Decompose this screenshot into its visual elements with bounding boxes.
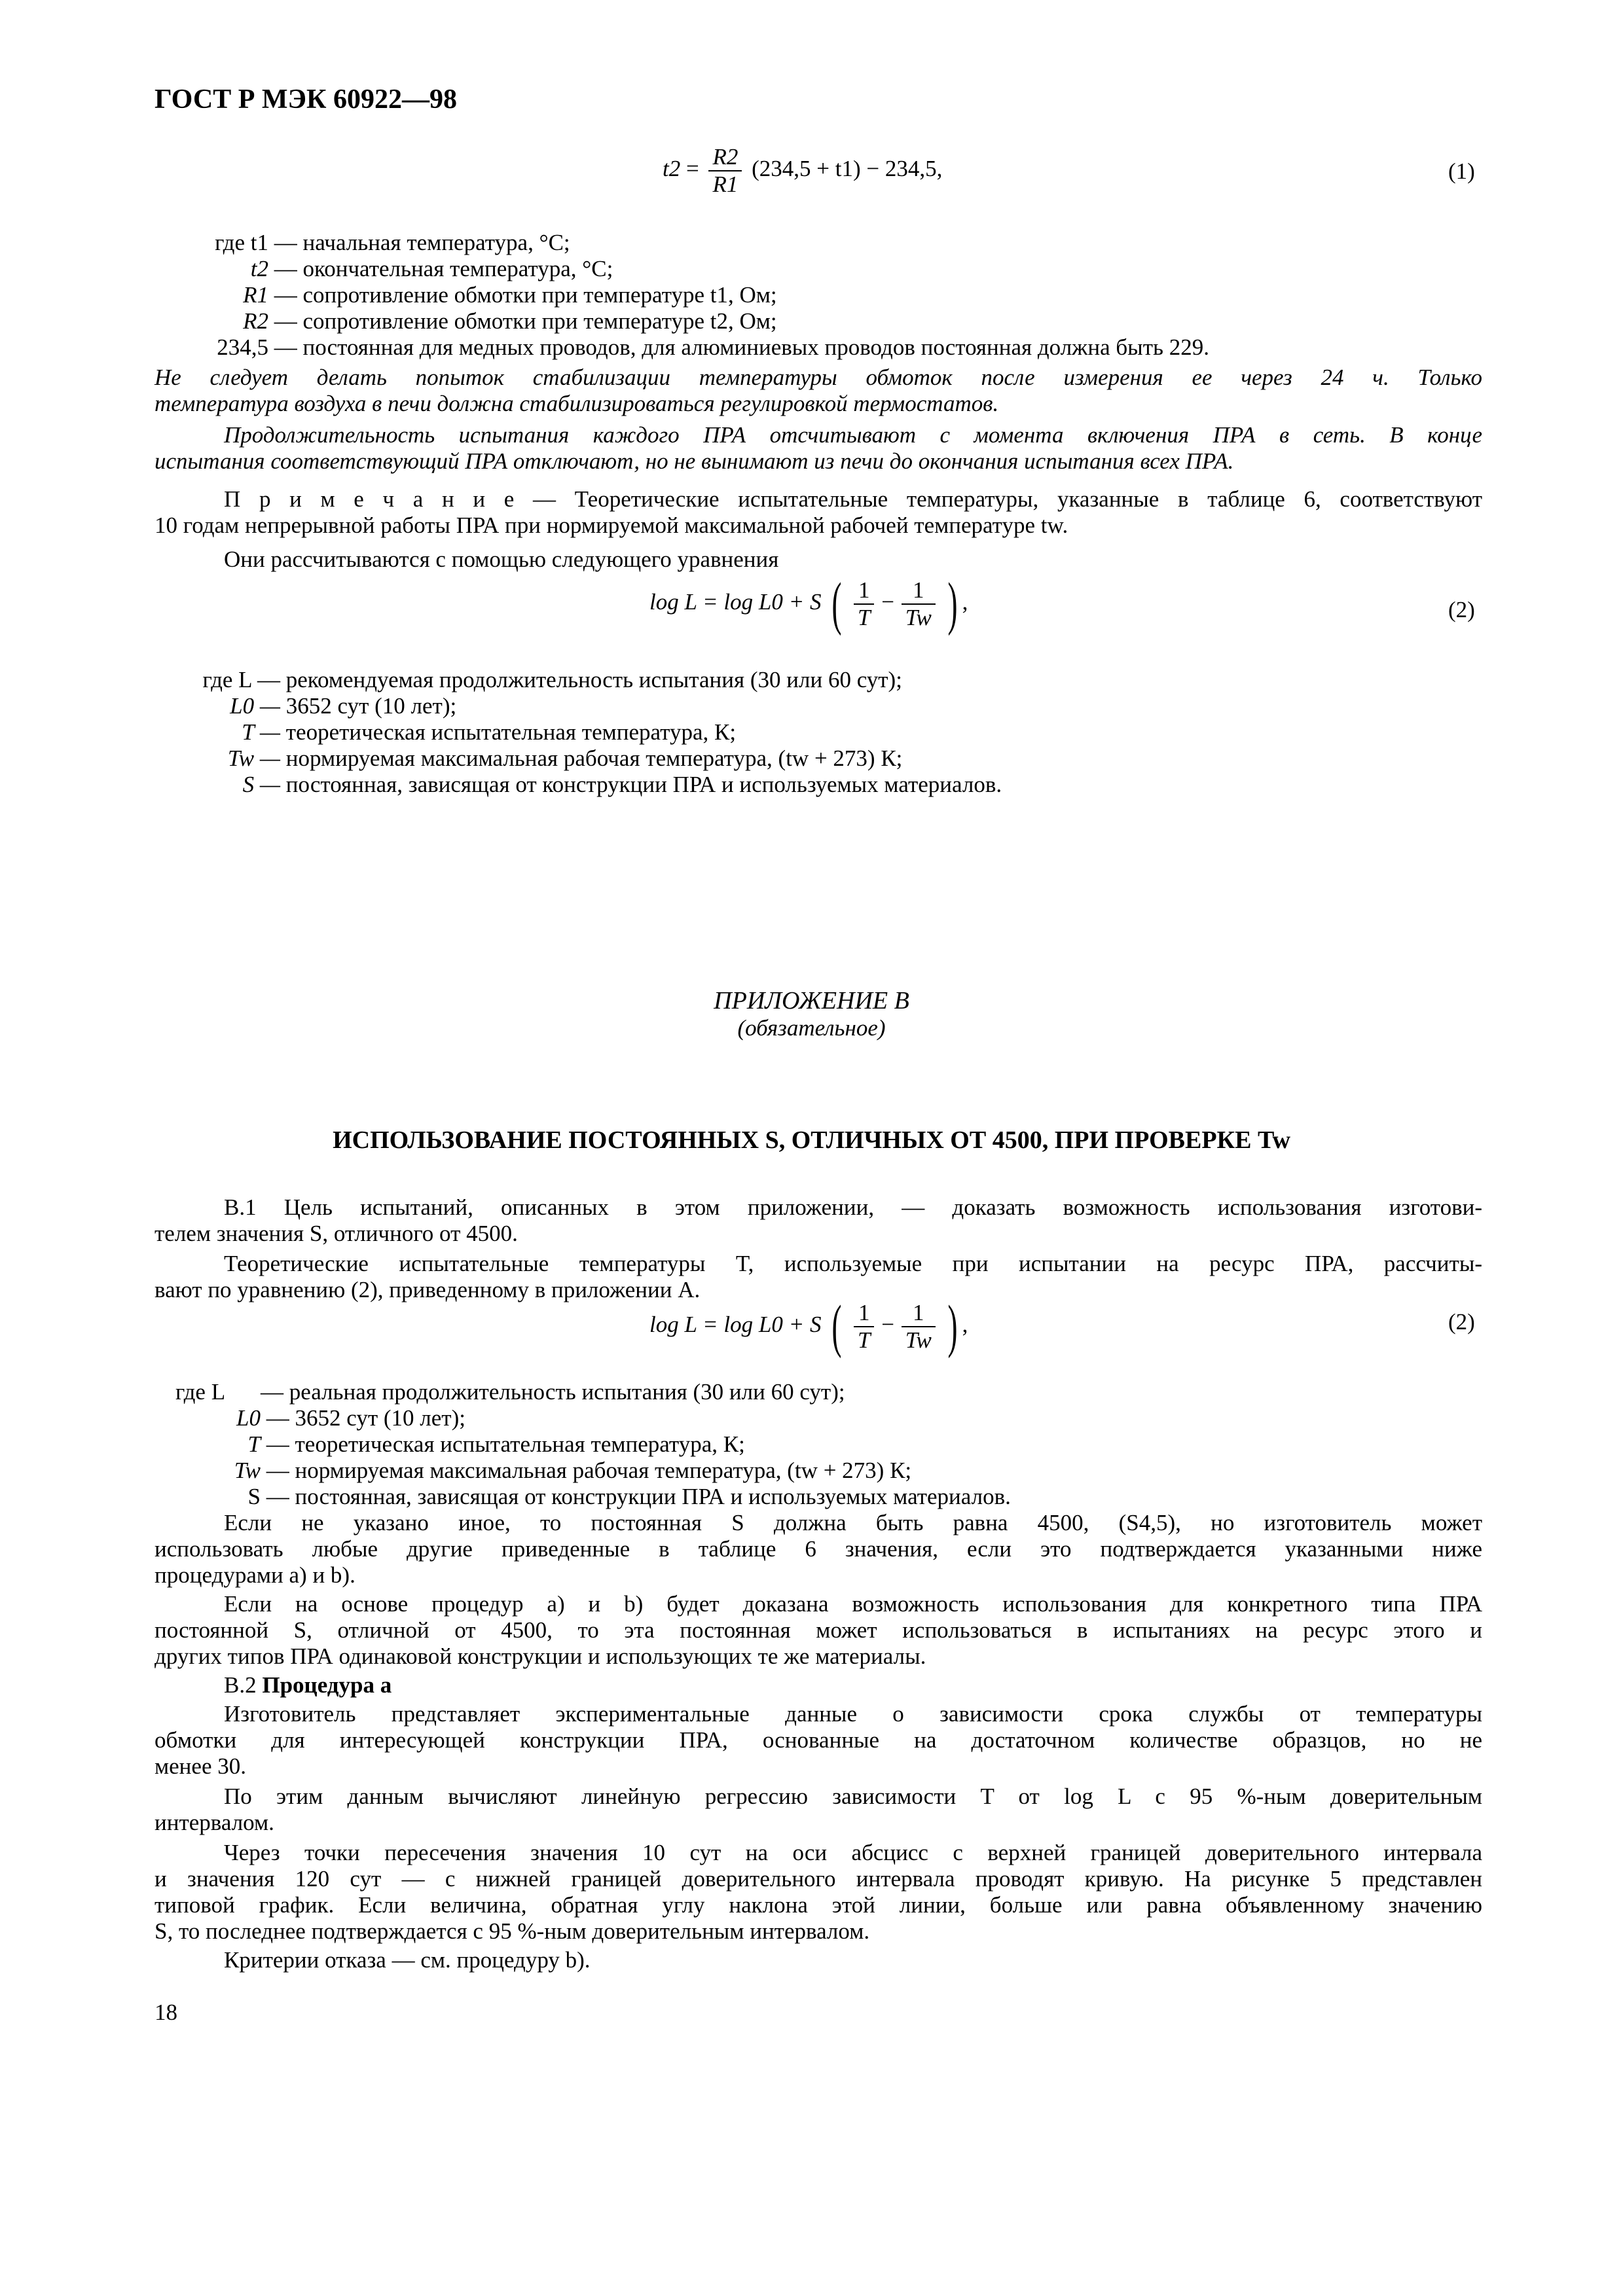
b2-title: Процедура а: [262, 1672, 392, 1698]
appendix-title: ПРИЛОЖЕНИЕ В: [714, 987, 909, 1014]
p-maker-line: обмотки для интересующей конструкции ПРА, основанные на достаточном количестве образцов, но не: [155, 1727, 1482, 1753]
p-cross-line: и значения 120 сут — с нижней границей доверительного интервала проводят кривую. На рисунке 5 представлен: [155, 1866, 1482, 1892]
b1-p2-line: Теоретические испытательные температуры T, используемые при испытании на ресурс ПРА, рассчиты-: [224, 1251, 1482, 1276]
p-default-line: Если не указано иное, то постоянная S должна быть равна 4500, (S4,5), но изготовитель может: [224, 1510, 1482, 1535]
eq2a-lhs: log L = log L0 + S: [649, 589, 822, 615]
p-basis-line: постоянной S, отличной от 4500, то эта постоянная может использоваться в испытаниях на ресурс этого и: [155, 1617, 1482, 1643]
p-basis-line: других типов ПРА одинаковой конструкции и использующих те же материалы.: [155, 1643, 926, 1669]
eq2b-lhs: log L = log L0 + S: [649, 1312, 822, 1338]
def2-row: Tw — нормируемая максимальная рабочая температура, (tw + 273) К;: [227, 745, 903, 771]
p-maker-line: менее 30.: [155, 1753, 246, 1779]
note-label: П р и м е ч а н и е —: [224, 486, 556, 512]
def3-row: S — постоянная, зависящая от конструкции ПРА и используемых материалов.: [247, 1484, 1011, 1509]
section-title: ИСПОЛЬЗОВАНИЕ ПОСТОЯННЫХ S, ОТЛИЧНЫХ ОТ 4500, ПРИ ПРОВЕРКЕ Tw: [333, 1126, 1290, 1154]
p-criteria: Критерии отказа — см. процедуру b).: [224, 1947, 591, 1973]
equation-1-number: (1): [1448, 158, 1475, 184]
b2-heading: [224, 1673, 392, 1698]
eq2a-fraction-1: $\frac{1}{T}$: [854, 577, 874, 631]
eq1-rhs: (234,5 + t1) − 234,5,: [752, 156, 943, 182]
p-maker-line: Изготовитель представляет экспериментальные данные о зависимости срока службы от температуры: [224, 1701, 1482, 1727]
def1-row: R1 — сопротивление обмотки при температуре t1, Ом;: [243, 282, 777, 308]
eq1-lhs: t2: [663, 156, 681, 182]
p-regress-line: По этим данным вычисляют линейную регрессию зависимости T от log L с 95 %-ным доверительным: [224, 1784, 1482, 1809]
note-line: 10 годам непрерывной работы ПРА при нормируемой максимальной рабочей температуре tw.: [155, 512, 1068, 538]
appendix-subtitle: (обязательное): [737, 1015, 886, 1041]
eq2a-fraction-2: $\frac{1}{Tw}$: [902, 577, 936, 631]
def2-row: S — постоянная, зависящая от конструкции ПРА и используемых материалов.: [242, 772, 1002, 797]
p-cross-line: Через точки пересечения значения 10 сут на оси абсцисс с верхней границей доверительного интервала: [224, 1840, 1482, 1865]
def1-row: R2 — сопротивление обмотки при температуре t2, Ом;: [243, 308, 777, 334]
eq1-fraction: [708, 144, 742, 198]
b1-p2-line: вают по уравнению (2), приведенному в приложении А.: [155, 1277, 701, 1302]
def3-row: где L — реальная продолжительность испытания (30 или 60 сут);: [175, 1379, 845, 1405]
eq1-numerator: R2: [708, 144, 742, 171]
equation-2b-number: (2): [1448, 1309, 1475, 1335]
p-basis-line: Если на основе процедур а) и b) будет доказана возможность использования для конкретного типа ПРА: [224, 1591, 1482, 1617]
def1-row: где t1 — начальная температура, °С;: [215, 230, 570, 255]
b1-line: В.1 Цель испытаний, описанных в этом приложении, — доказать возможность использования изготови-: [224, 1194, 1482, 1220]
p-default-line: процедурами а) и b).: [155, 1562, 356, 1588]
page-number: 18: [155, 2000, 177, 2025]
def2-row: L0 — 3652 сут (10 лет);: [230, 693, 457, 719]
def1-row: 234,5 — постоянная для медных проводов, для алюминиевых проводов постоянная должна быть 229.: [217, 334, 1209, 360]
italic-para-1-line: температура воздуха в печи должна стабилизироваться регулировкой термостатов.: [155, 391, 999, 416]
def3-row: L0 — 3652 сут (10 лет);: [236, 1405, 465, 1431]
calc-intro: Они рассчитываются с помощью следующего уравнения: [224, 547, 779, 572]
eq2b-fraction-1: $\frac{1}{T}$: [854, 1300, 874, 1354]
eq1-denominator: R1: [712, 171, 739, 197]
italic-para-1-line: Не следует делать попыток стабилизации температуры обмоток после измерения ее через 24 ч. Только: [155, 365, 1482, 390]
b2-number: В.2: [224, 1672, 257, 1698]
eq2b-fraction-2: $\frac{1}{Tw}$: [902, 1300, 936, 1354]
equation-1: [663, 144, 942, 198]
italic-para-2-line: Продолжительность испытания каждого ПРА отсчитывают с момента включения ПРА в сеть. В конце: [224, 422, 1482, 448]
equation-2b: log L = log L0 + S ( $\frac{1}{T}$ − $\frac{1}{Tw}$ ) ,: [649, 1294, 968, 1359]
def3-row: Tw — нормируемая максимальная рабочая температура, (tw + 273) К;: [234, 1458, 912, 1483]
def1-row: t2 — окончательная температура, °С;: [250, 256, 613, 281]
equation-2a: log L = log L0 + S ( $\frac{1}{T}$ − $\frac{1}{Tw}$ ) ,: [649, 571, 968, 636]
def2-row: T — теоретическая испытательная температура, К;: [242, 719, 737, 745]
italic-para-2-line: испытания соответствующий ПРА отключают, но не вынимают из печи до окончания испытания всех ПРА.: [155, 448, 1234, 474]
p-cross-line: типовой график. Если величина, обратная углу наклона этой линии, больше или равна объявленному значению: [155, 1892, 1482, 1918]
p-default-line: использовать любые другие приведенные в таблице 6 значения, если это подтверждается указанными ниже: [155, 1536, 1482, 1562]
def2-row: где L — рекомендуемая продолжительность испытания (30 или 60 сут);: [202, 667, 902, 692]
equation-2a-number: (2): [1448, 597, 1475, 622]
p-regress-line: интервалом.: [155, 1810, 274, 1835]
eq1-equals: =: [685, 156, 699, 182]
def3-row: T — теоретическая испытательная температура, К;: [247, 1431, 745, 1457]
p-cross-line: S, то последнее подтверждается с 95 %-ным доверительным интервалом.: [155, 1918, 870, 1944]
b1-line: телем значения S, отличного от 4500.: [155, 1221, 518, 1246]
note-line: П р и м е ч а н и е — Теоретические испытательные температуры, указанные в таблице 6, соответствуют: [224, 486, 1483, 512]
standard-header: ГОСТ Р МЭК 60922—98: [155, 84, 457, 115]
